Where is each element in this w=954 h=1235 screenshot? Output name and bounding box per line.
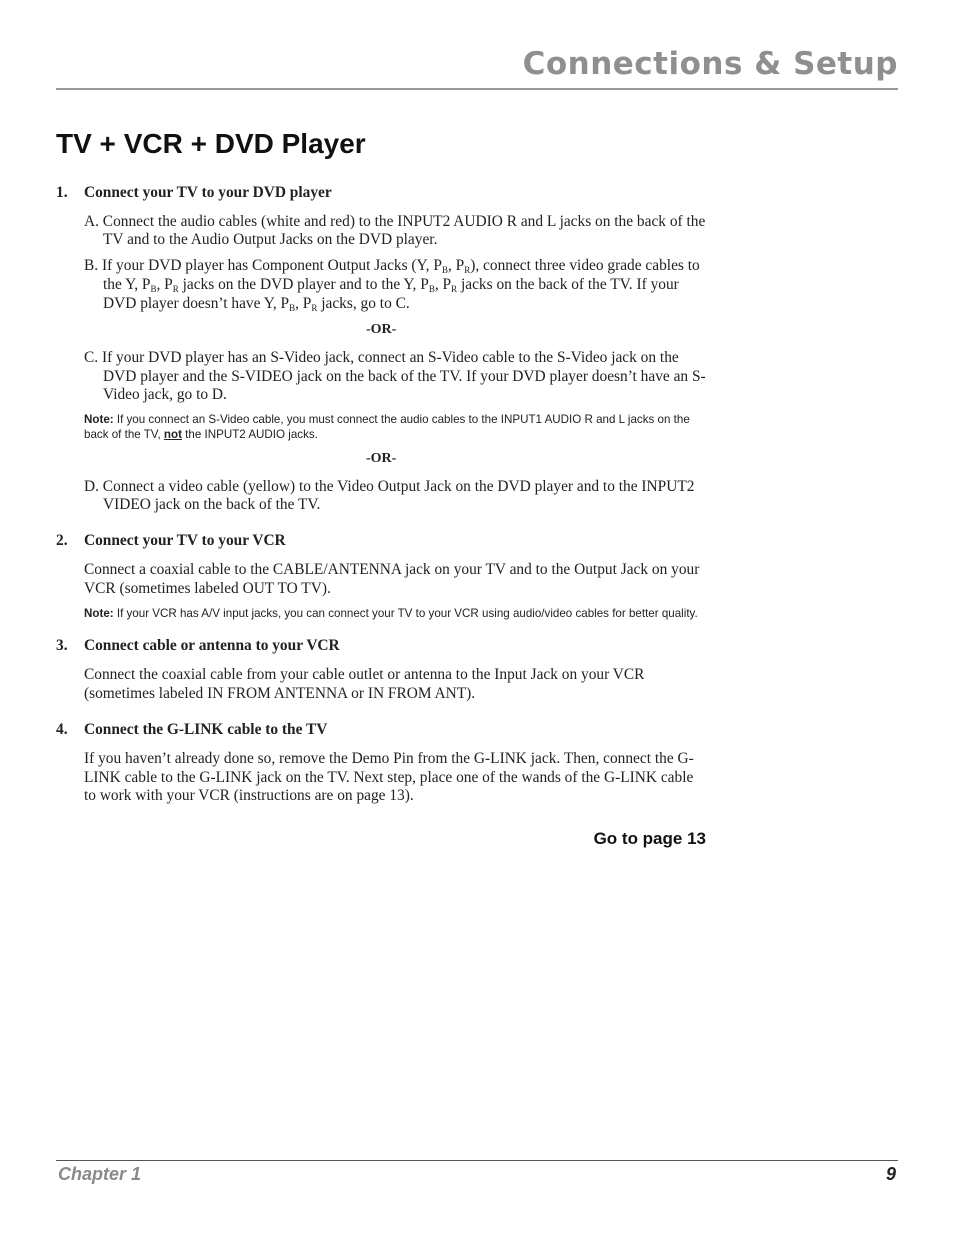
step-3-body: Connect the coaxial cable from your cable outlet or antenna to the Input Jack on your VCR (sometimes labeled IN FROM ANTENNA or IN FROM ANT). xyxy=(84,665,645,702)
step-title: Connect the G-LINK cable to the TV xyxy=(84,721,328,739)
section-header-title: Connections & Setup xyxy=(522,46,898,82)
instructions xyxy=(56,184,708,806)
step-1-option-d: D. Connect a video cable (yellow) to the Video Output Jack on the DVD player and to the INPUT2 VIDEO jack on the back of the TV. xyxy=(84,477,695,514)
step-4-heading xyxy=(56,721,708,740)
step-2-body: Connect a coaxial cable to the CABLE/ANTENNA jack on your TV and to the Output Jack on your VCR (sometimes labeled OUT TO TV). xyxy=(84,560,700,597)
step-title: Connect cable or antenna to your VCR xyxy=(84,637,340,655)
step-title: Connect your TV to your VCR xyxy=(84,532,286,550)
step-number: 4. xyxy=(56,721,68,739)
step-number: 2. xyxy=(56,532,68,550)
footer-chapter: Chapter 1 xyxy=(58,1164,142,1184)
step-1-option-a: A. Connect the audio cables (white and red) to the INPUT2 AUDIO R and L jacks on the back of the TV and to the Audio Output Jacks on the DVD player. xyxy=(84,212,706,249)
step-1-heading xyxy=(56,184,708,203)
go-to-page-link[interactable]: Go to page 13 xyxy=(593,829,706,848)
step-2-note: Note: If your VCR has A/V input jacks, you can connect your TV to your VCR using audio/video cables for better quality. xyxy=(84,607,698,621)
step-2-heading xyxy=(56,532,708,551)
page-title: TV + VCR + DVD Player xyxy=(56,128,366,159)
or-separator: -OR- xyxy=(366,322,397,338)
step-1-note: Note: If you connect an S-Video cable, you must connect the audio cables to the INPUT1 AUDIO R and L jacks on the back of the TV, not the INPUT2 AUDIO jacks. xyxy=(84,413,690,442)
footer-divider xyxy=(56,1160,898,1161)
step-number: 3. xyxy=(56,637,68,655)
header-divider xyxy=(56,88,898,90)
step-3-heading xyxy=(56,637,708,656)
page-number: 9 xyxy=(885,1164,896,1184)
step-1-option-c: C. If your DVD player has an S-Video jack, connect an S-Video cable to the S-Video jack on the DVD player and the S-VIDEO jack on the back of the TV. If your DVD player doesn’t have an S-Video jack, go to D. xyxy=(84,348,706,404)
step-number: 1. xyxy=(56,184,68,201)
step-1-option-b: B. If your DVD player has Component Output Jacks (Y, $P_B$, $P_R$), connect three video grade cables to the Y, $P_B$, $P_R$ jacks on the DVD player and to the Y, $P_B$, $P_R$ jacks on the back of the TV. If your DVD player doesn’t have Y, $P_B$, $P_R$ jacks, go to C. xyxy=(84,257,700,313)
step-title: Connect your TV to your DVD player xyxy=(84,184,332,201)
step-4-body: If you haven’t already done so, remove the Demo Pin from the G-LINK jack. Then, connect the G-LINK cable to the G-LINK jack on the TV. Next step, place one of the wands of the G-LINK cable to work with your VCR (instructions are on page 13). xyxy=(84,750,694,805)
or-separator: -OR- xyxy=(366,451,397,467)
